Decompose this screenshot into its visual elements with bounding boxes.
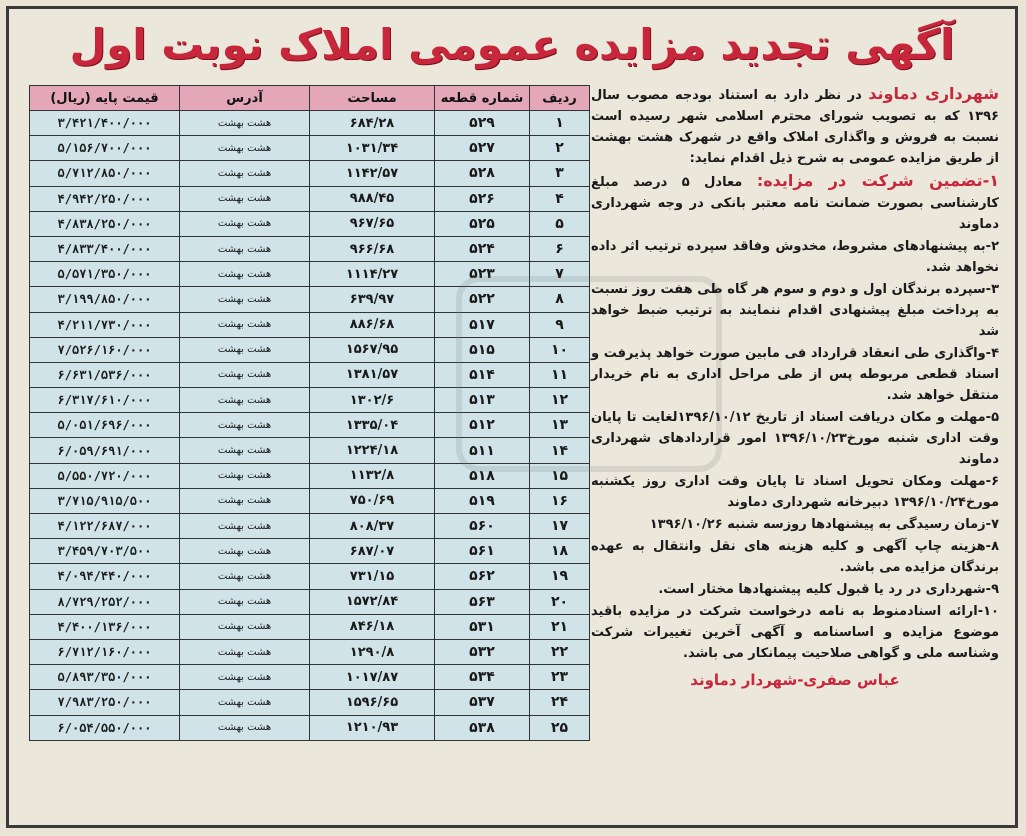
address-cell: هشت بهشت [180,564,310,589]
plot-number-cell: ۵۲۲ [435,287,530,312]
address-cell: هشت بهشت [180,539,310,564]
table-row [30,438,590,463]
base-price-cell: ۵/۰۵۱/۶۹۶/۰۰۰ [30,413,180,438]
table-row [30,413,590,438]
plot-number-cell: ۵۲۹ [435,111,530,136]
row-number-cell: ۱۶ [530,488,590,513]
table-row [30,715,590,740]
plot-number-cell: ۵۲۶ [435,186,530,211]
address-cell: هشت بهشت [180,362,310,387]
condition-5: ۵-مهلت و مکان دریافت اسناد از تاریخ ۱۳۹۶/۱۰/۱۲لغایت تا پایان وقت اداری شنبه مورخ۱۳۹۶/۱۰/۲۳ امور قراردادهای شهرداری دماوند [591,410,1000,467]
base-price-cell: ۴/۸۳۳/۴۰۰/۰۰۰ [30,236,180,261]
table-row [30,539,590,564]
area-cell: ۱۵۷۲/۸۴ [310,589,435,614]
row-number-cell: ۲۴ [530,690,590,715]
plot-number-cell: ۵۶۰ [435,514,530,539]
plot-number-cell: ۵۱۱ [435,438,530,463]
intro-paragraph [591,83,999,169]
condition-9: ۹-شهرداری در رد یا قبول کلیه پیشنهادها مختار است. [658,582,999,597]
auction-table-wrapper [29,85,589,741]
base-price-cell: ۴/۹۴۲/۲۵۰/۰۰۰ [30,186,180,211]
table-row [30,186,590,211]
base-price-cell: ۳/۷۱۵/۹۱۵/۵۰۰ [30,488,180,513]
address-cell: هشت بهشت [180,262,310,287]
base-price-cell: ۷/۵۲۶/۱۶۰/۰۰۰ [30,337,180,362]
condition-2: ۲-به پیشنهادهای مشروط، مخدوش وفاقد سپرده ترتیب اثر داده نخواهد شد. [591,239,999,275]
plot-number-cell: ۵۱۴ [435,362,530,387]
base-price-cell: ۶/۶۳۱/۵۳۶/۰۰۰ [30,362,180,387]
address-cell: هشت بهشت [180,488,310,513]
area-cell: ۸۰۸/۳۷ [310,514,435,539]
table-row [30,211,590,236]
address-cell: هشت بهشت [180,690,310,715]
area-cell: ۱۰۳۱/۳۴ [310,136,435,161]
area-cell: ۱۱۱۴/۲۷ [310,262,435,287]
base-price-cell: ۴/۴۰۰/۱۳۶/۰۰۰ [30,614,180,639]
area-cell: ۹۸۸/۴۵ [310,186,435,211]
row-number-cell: ۲۰ [530,589,590,614]
table-row [30,639,590,664]
condition-8: ۸-هزینه چاپ آگهی و کلیه هزینه های نقل وانتقال به عهده برندگان مزایده می باشد. [591,539,999,575]
area-cell: ۷۳۱/۱۵ [310,564,435,589]
area-cell: ۱۰۱۷/۸۷ [310,665,435,690]
row-number-cell: ۶ [530,236,590,261]
area-cell: ۱۱۴۲/۵۷ [310,161,435,186]
table-row [30,136,590,161]
base-price-cell: ۳/۴۵۹/۷۰۳/۵۰۰ [30,539,180,564]
intro-text: در نظر دارد به استناد بودجه مصوب سال ۱۳۹۶ که به تصویب شورای محترم اسلامی شهر رسیده است نسبت به فروش و واگذاری املاک واقع در شهرک هشت بهشت از طریق مزایده عمومی به شرح ذیل اقدام نماید: [591,88,999,166]
plot-number-cell: ۵۱۵ [435,337,530,362]
row-number-cell: ۷ [530,262,590,287]
plot-number-cell: ۵۱۸ [435,463,530,488]
row-number-cell: ۲۱ [530,614,590,639]
area-cell: ۷۵۰/۶۹ [310,488,435,513]
row-number-cell: ۲۳ [530,665,590,690]
address-cell: هشت بهشت [180,111,310,136]
plot-number-cell: ۵۲۷ [435,136,530,161]
address-cell: هشت بهشت [180,312,310,337]
base-price-cell: ۵/۷۱۲/۸۵۰/۰۰۰ [30,161,180,186]
address-cell: هشت بهشت [180,715,310,740]
base-price-cell: ۵/۸۹۳/۳۵۰/۰۰۰ [30,665,180,690]
area-cell: ۶۳۹/۹۷ [310,287,435,312]
table-row [30,111,590,136]
row-number-cell: ۱ [530,111,590,136]
plot-number-cell: ۵۳۸ [435,715,530,740]
table-row [30,362,590,387]
condition-1-text: معادل ۵ درصد مبلغ کارشناسی بصورت ضمانت نامه معتبر بانکی در وجه شهرداری دماوند [591,175,999,232]
area-cell: ۱۱۳۲/۸ [310,463,435,488]
plot-number-cell: ۵۲۸ [435,161,530,186]
address-cell: هشت بهشت [180,665,310,690]
address-cell: هشت بهشت [180,589,310,614]
condition-4: ۴-واگذاری طی انعقاد قرارداد فی مابین صورت خواهد پذیرفت و اسناد قطعی مربوطه پس از طی مراحل اداری به نام خریدار منتقل خواهد شد. [591,346,999,403]
table-body [30,111,590,741]
plot-number-cell: ۵۱۷ [435,312,530,337]
address-cell: هشت بهشت [180,388,310,413]
address-cell: هشت بهشت [180,438,310,463]
address-cell: هشت بهشت [180,413,310,438]
condition-6: ۶-مهلت ومکان تحویل اسناد تا پایان وقت اداری روز یکشنبه مورخ۱۳۹۶/۱۰/۲۴ دبیرخانه شهرداری دماوند [591,474,999,510]
condition-1 [591,170,999,235]
base-price-cell: ۳/۴۲۱/۴۰۰/۰۰۰ [30,111,180,136]
plot-number-cell: ۵۱۹ [435,488,530,513]
row-number-cell: ۵ [530,211,590,236]
area-cell: ۱۲۱۰/۹۳ [310,715,435,740]
plot-number-cell: ۵۶۱ [435,539,530,564]
condition-10: ۱۰-ارائه اسنادمنوط به نامه درخواست شرکت در مزایده باقید موضوع مزایده و اساسنامه و آگهی آخرین تغییرات شرکت وشناسه ملی و گواهی صلاحیت پیمانکار می باشد. [591,604,999,661]
address-cell: هشت بهشت [180,463,310,488]
header-base-price: قیمت پایه (ریال) [30,86,180,111]
base-price-cell: ۶/۰۵۹/۶۹۱/۰۰۰ [30,438,180,463]
area-cell: ۱۳۸۱/۵۷ [310,362,435,387]
advertisement-page [6,6,1018,828]
base-price-cell: ۷/۹۸۳/۲۵۰/۰۰۰ [30,690,180,715]
table-row [30,665,590,690]
page-title: آگهی تجدید مزایده عمومی املاک نوبت اول [69,20,955,69]
row-number-cell: ۱۲ [530,388,590,413]
area-cell: ۱۵۹۶/۶۵ [310,690,435,715]
row-number-cell: ۱۴ [530,438,590,463]
row-number-cell: ۱۰ [530,337,590,362]
table-row [30,463,590,488]
table-header-row [30,86,590,111]
row-number-cell: ۳ [530,161,590,186]
area-cell: ۱۵۶۷/۹۵ [310,337,435,362]
intro-lead: شهرداری دماوند [868,84,999,103]
table-row [30,589,590,614]
row-number-cell: ۱۸ [530,539,590,564]
row-number-cell: ۲۲ [530,639,590,664]
area-cell: ۱۲۹۰/۸ [310,639,435,664]
plot-number-cell: ۵۱۲ [435,413,530,438]
plot-number-cell: ۵۳۷ [435,690,530,715]
condition-3: ۳-سپرده برندگان اول و دوم و سوم هر گاه طی هفت روز نسبت به پرداخت مبلغ پیشنهادی اقدام ننمایند به ترتیب ضبط خواهد شد [591,282,999,339]
row-number-cell: ۸ [530,287,590,312]
plot-number-cell: ۵۱۳ [435,388,530,413]
header-address: آدرس [180,86,310,111]
plot-number-cell: ۵۲۳ [435,262,530,287]
table-row [30,337,590,362]
condition-1-lead: ۱-تضمین شرکت در مزایده: [756,171,999,190]
base-price-cell: ۶/۷۱۲/۱۶۰/۰۰۰ [30,639,180,664]
address-cell: هشت بهشت [180,287,310,312]
table-row [30,287,590,312]
row-number-cell: ۹ [530,312,590,337]
base-price-cell: ۸/۷۲۹/۲۵۲/۰۰۰ [30,589,180,614]
area-cell: ۶۸۴/۲۸ [310,111,435,136]
plot-number-cell: ۵۳۲ [435,639,530,664]
table-row [30,514,590,539]
base-price-cell: ۵/۵۷۱/۳۵۰/۰۰۰ [30,262,180,287]
area-cell: ۶۸۷/۰۷ [310,539,435,564]
base-price-cell: ۴/۱۲۲/۶۸۷/۰۰۰ [30,514,180,539]
address-cell: هشت بهشت [180,136,310,161]
area-cell: ۹۶۷/۶۵ [310,211,435,236]
header-area: مساحت [310,86,435,111]
area-cell: ۱۲۲۴/۱۸ [310,438,435,463]
auction-table [29,85,590,741]
base-price-cell: ۳/۱۹۹/۸۵۰/۰۰۰ [30,287,180,312]
row-number-cell: ۱۱ [530,362,590,387]
address-cell: هشت بهشت [180,337,310,362]
area-cell: ۸۴۶/۱۸ [310,614,435,639]
address-cell: هشت بهشت [180,161,310,186]
base-price-cell: ۵/۱۵۶/۷۰۰/۰۰۰ [30,136,180,161]
plot-number-cell: ۵۲۵ [435,211,530,236]
area-cell: ۱۳۰۲/۶ [310,388,435,413]
row-number-cell: ۱۹ [530,564,590,589]
table-row [30,388,590,413]
conditions-text [591,83,999,691]
row-number-cell: ۱۷ [530,514,590,539]
header-plot-number: شماره قطعه [435,86,530,111]
address-cell: هشت بهشت [180,514,310,539]
base-price-cell: ۶/۳۱۷/۶۱۰/۰۰۰ [30,388,180,413]
row-number-cell: ۲۵ [530,715,590,740]
base-price-cell: ۶/۰۵۴/۵۵۰/۰۰۰ [30,715,180,740]
address-cell: هشت بهشت [180,639,310,664]
row-number-cell: ۱۵ [530,463,590,488]
table-row [30,488,590,513]
area-cell: ۱۳۳۵/۰۴ [310,413,435,438]
row-number-cell: ۴ [530,186,590,211]
table-row [30,564,590,589]
row-number-cell: ۲ [530,136,590,161]
table-row [30,614,590,639]
area-cell: ۸۸۶/۶۸ [310,312,435,337]
row-number-cell: ۱۳ [530,413,590,438]
plot-number-cell: ۵۳۱ [435,614,530,639]
table-row [30,161,590,186]
table-row [30,236,590,261]
base-price-cell: ۴/۲۱۱/۷۳۰/۰۰۰ [30,312,180,337]
address-cell: هشت بهشت [180,211,310,236]
area-cell: ۹۶۶/۶۸ [310,236,435,261]
plot-number-cell: ۵۲۴ [435,236,530,261]
address-cell: هشت بهشت [180,186,310,211]
base-price-cell: ۴/۸۳۸/۲۵۰/۰۰۰ [30,211,180,236]
table-row [30,690,590,715]
table-row [30,312,590,337]
base-price-cell: ۵/۵۵۰/۷۲۰/۰۰۰ [30,463,180,488]
condition-7: ۷-زمان رسیدگی به پیشنهادها روزسه شنبه ۱۳۹۶/۱۰/۲۶ [649,517,999,532]
signature: عباس صفری-شهردار دماوند [690,671,900,689]
plot-number-cell: ۵۶۲ [435,564,530,589]
header-radif: ردیف [530,86,590,111]
plot-number-cell: ۵۶۳ [435,589,530,614]
base-price-cell: ۴/۰۹۴/۴۴۰/۰۰۰ [30,564,180,589]
address-cell: هشت بهشت [180,236,310,261]
table-row [30,262,590,287]
plot-number-cell: ۵۳۴ [435,665,530,690]
address-cell: هشت بهشت [180,614,310,639]
